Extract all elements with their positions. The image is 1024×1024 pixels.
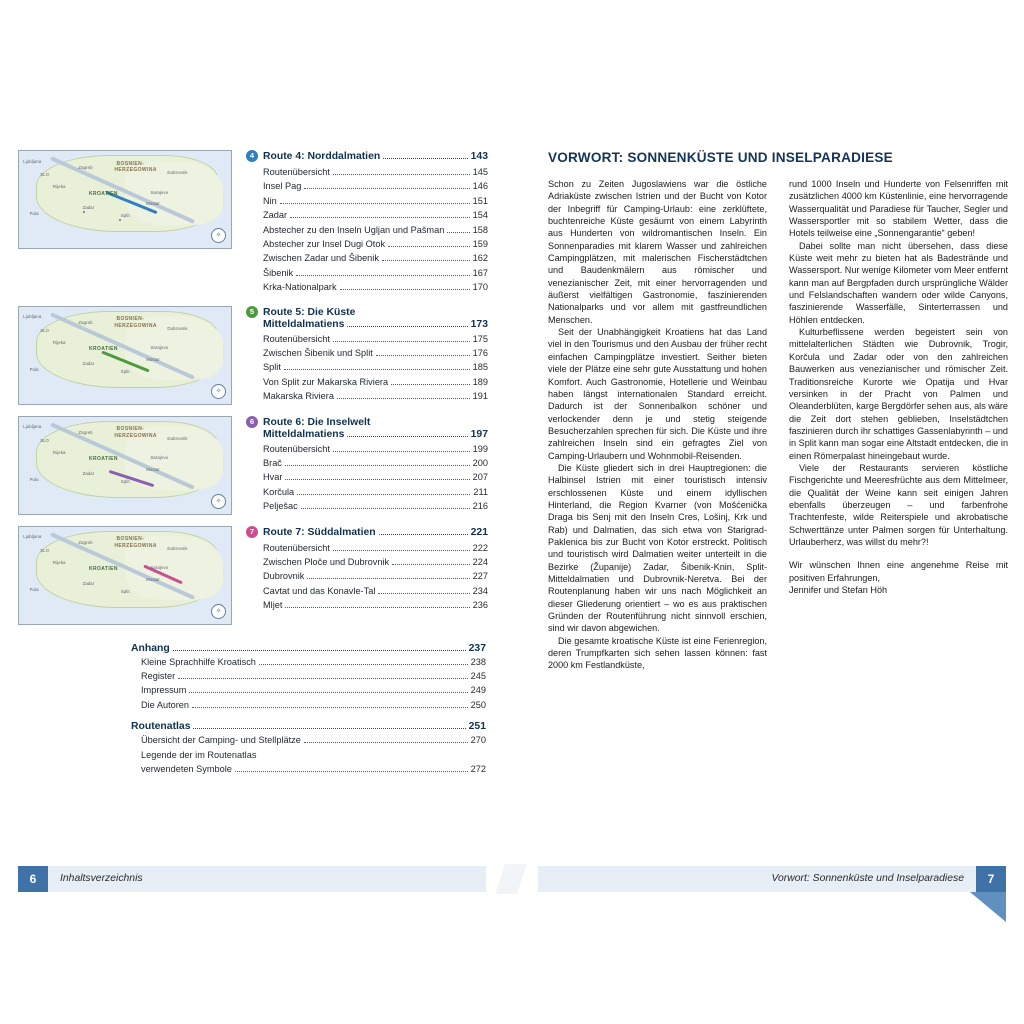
map-label-split: Split	[120, 368, 130, 374]
toc-entry-label: Routenübersicht	[263, 443, 330, 454]
toc-entry[interactable]	[263, 237, 488, 251]
leader-dots	[337, 398, 470, 399]
map-label-sarajevo: Sarajevo	[150, 189, 169, 195]
toc-entry[interactable]	[263, 208, 488, 222]
toc-entry-label: Register	[141, 671, 176, 682]
toc-entries	[246, 306, 488, 405]
toc-entry-page: 145	[472, 167, 488, 177]
toc-entry-page: 189	[472, 376, 488, 387]
running-title-left: Inhaltsverzeichnis	[60, 873, 143, 884]
toc-entry[interactable]	[263, 569, 488, 583]
leader-dots	[285, 465, 470, 466]
chapter-page-number: 221	[470, 526, 488, 538]
leader-dots	[333, 174, 470, 175]
toc-entry-page: 211	[473, 486, 488, 497]
map-label-zadar: Zadar	[82, 205, 95, 211]
toc-entry-page: 249	[470, 685, 486, 696]
toc-entry-label: Makarska Riviera	[263, 391, 334, 402]
map-label-slo: SLO	[40, 437, 50, 443]
map-label-ljubljana: Ljubljana	[23, 534, 42, 540]
toc-entry-label: Korčula	[263, 486, 295, 497]
map-label-country-hr: KROATIEN	[88, 566, 118, 573]
toc-chapter-block	[18, 526, 488, 625]
map-label-rijeka: Rijeka	[52, 449, 66, 455]
leader-dots	[378, 593, 469, 594]
map-label-rijeka: Rijeka	[52, 559, 66, 565]
chapter-title-line2: Mitteldalmatiens	[263, 318, 345, 330]
toc-entry[interactable]	[263, 499, 488, 513]
chapter-page-number: 197	[470, 428, 488, 440]
toc-entry-label: Insel Pag	[263, 181, 302, 192]
map-label-zadar: Zadar	[82, 470, 95, 476]
leader-dots	[333, 341, 470, 342]
map-label-dubrovnik: Dubrovnik	[167, 546, 188, 552]
leader-dots	[333, 550, 470, 551]
toc-entry-label: Abstecher zu den Inseln Ugljan und Pašman	[263, 224, 445, 235]
map-label-zadar: Zadar	[82, 360, 95, 366]
leader-dots	[285, 479, 469, 480]
map-label-zagreb: Zagreb	[78, 320, 93, 326]
map-label-ljubljana: Ljubljana	[23, 314, 42, 320]
map-label-split: Split	[120, 213, 130, 219]
leader-dots	[391, 384, 470, 385]
toc-entry-label: Nin	[263, 195, 277, 206]
toc-entry-page: 154	[472, 210, 488, 221]
toc-entry[interactable]	[263, 165, 488, 179]
toc-entry-label: Šibenik	[263, 267, 294, 278]
toc-entry-label: Mljet	[263, 600, 283, 611]
toc-entry-page: 162	[472, 253, 488, 264]
map-label-slo: SLO	[40, 547, 50, 553]
toc-entry-page: 175	[472, 333, 488, 344]
leader-dots	[307, 578, 469, 579]
toc-entry[interactable]	[263, 485, 488, 499]
map-label-country-bih: BOSNIEN-	[116, 316, 145, 323]
toc-entry-label: Die Autoren	[141, 699, 190, 710]
folio-left: 6	[18, 866, 48, 892]
chapter-title: Route 7: Süddalmatien	[263, 526, 376, 538]
map-label-country-bih: BOSNIEN-	[116, 536, 145, 543]
leader-dots	[284, 369, 470, 370]
toc-entry-label: Pelješac	[263, 501, 298, 512]
paragraph: Viele der Restaurants servieren köstliche Fischgerichte und Meeresfrüchte aus dem Mittelmeer, die Qualität der Weine kann seit einigen Jahren ebenfalls überzeugen – und farbenfrohe Trachtenfeste, wilde Reiterspiele und akrobatische Schwerttänze unter Palmen sorgen für Unterhaltung. Urlauberherz, was willst du mehr?!	[789, 462, 1008, 547]
toc-entry-page: 146	[472, 181, 488, 192]
map-label-country-bih: BOSNIEN-	[116, 426, 145, 433]
gutter-fold	[495, 864, 527, 894]
leader-dots	[379, 534, 468, 535]
map-label-dubrovnik: Dubrovnik	[167, 326, 188, 332]
toc-entry[interactable]	[263, 194, 488, 208]
toc-chapter-block	[18, 150, 488, 295]
map-label-pula: Pula	[29, 211, 39, 217]
toc-entry[interactable]	[263, 456, 488, 470]
toc-entry-label: Zwischen Zadar und Šibenik	[263, 253, 379, 264]
text-column-2	[789, 178, 1008, 672]
map-label-country-bih: BOSNIEN-	[116, 160, 145, 167]
right-page-foreword	[548, 150, 1008, 870]
appendix-page: 237	[468, 642, 486, 654]
toc-entry-label: Krka-Nationalpark	[263, 282, 337, 293]
paragraph: Die gesamte kroatische Küste ist eine Ferienregion, deren Trumpfkarten sich sehen lassen können: fast 2000 km Festlandküste,	[548, 635, 767, 671]
map-label-pula: Pula	[29, 476, 39, 482]
leader-dots	[296, 275, 470, 276]
leader-dots	[178, 678, 467, 679]
toc-entry[interactable]	[263, 389, 488, 403]
toc-entry-page: 170	[472, 282, 488, 293]
map-label-pula: Pula	[29, 586, 39, 592]
leader-dots	[347, 326, 467, 327]
leader-dots	[301, 508, 470, 509]
chapter-number-badge: 7	[246, 526, 258, 538]
toc-entry[interactable]	[263, 346, 488, 360]
map-city-dot	[83, 211, 85, 213]
toc-entry-label-line2: verwendeten Symbole	[141, 764, 232, 775]
toc-entry[interactable]	[263, 541, 488, 555]
toc-entry-label: Zadar	[263, 210, 288, 221]
map-thumbnail-route-6	[18, 416, 232, 515]
chapter-title: Route 4: Norddalmatien	[263, 151, 381, 162]
toc-entry[interactable]	[141, 655, 486, 669]
map-label-ljubljana: Ljubljana	[23, 158, 42, 164]
left-page-toc	[18, 150, 488, 870]
toc-entry-page: 191	[472, 391, 488, 402]
page-title: VORWORT: SONNENKÜSTE UND INSELPARADIESE	[548, 150, 893, 165]
map-label-pula: Pula	[29, 366, 39, 372]
leader-dots	[259, 664, 468, 665]
leader-dots	[447, 232, 469, 233]
leader-dots	[173, 650, 466, 651]
page-corner-decoration	[970, 892, 1006, 922]
paragraph: Schon zu Zeiten Jugoslawiens war die östliche Adriaküste zwischen Istrien und der Bucht von Kotor der Inbegriff für Camping-Urlaub: eine zerklüftete, buchtenreiche Küste gesäumt von einem Labyrinth aus Hunderten von wildromantischen Inseln. Ein Sonnenparadies mit klarem Wasser und zahlreichen Campingplätzen, mit malerischen Fischerstädtchen und Baudenkmälern aus römischer und venezianischer Zeit, mit einer hervorragenden und äußerst vielfältigen Gastronomie, faszinierenden Nationalparks und vor allem mit gastfreundlichen Menschen.	[548, 179, 767, 325]
chapter-number-badge: 4	[246, 150, 258, 162]
chapter-number-badge: 5	[246, 306, 258, 318]
text-column-1	[548, 178, 767, 672]
toc-entry[interactable]	[141, 669, 486, 683]
toc-entry[interactable]	[263, 251, 488, 265]
toc-entry[interactable]	[263, 442, 488, 456]
map-label-dubrovnik: Dubrovnik	[167, 170, 188, 176]
leader-dots	[290, 217, 470, 218]
map-label-mostar: Mostar	[146, 467, 160, 473]
closing-paragraph: Wir wünschen Ihnen eine angenehme Reise mit positiven Erfahrungen,	[789, 560, 1008, 583]
running-title-right: Vorwort: Sonnenküste und Inselparadiese	[771, 873, 964, 884]
leader-dots	[392, 564, 470, 565]
leader-dots	[304, 188, 469, 189]
toc-appendix-section	[131, 643, 486, 777]
toc-entry-page: 270	[470, 735, 486, 746]
toc-chapter-block	[18, 416, 488, 515]
toc-entry-page: 222	[472, 542, 488, 553]
toc-entry-page: 167	[472, 267, 488, 278]
toc-entry-label: Von Split zur Makarska Riviera	[263, 376, 389, 387]
paragraph: rund 1000 Inseln und Hunderte von Felsenriffen mit zusätzlichen 4000 km Küstenlinie, eine hervorragende Wasserqualität und Paradiese für Taucher, Segler und Wassersportler mit so stabilem Wetter, dass die Hotels teilweise eine „Sonnengarantie“ geben!	[789, 179, 1008, 239]
map-label-country-hr: KROATIEN	[88, 456, 118, 463]
toc-entry-label: Cavtat und das Konavle-Tal	[263, 585, 376, 596]
paragraph: Kulturbeflissene werden begeistert sein von mittelalterlichen Städten wie Dubrovnik, Trogir, Korčula und Zadar oder von den zahlreichen Bauwerken aus venezianischer und römischer Zeit. Traditionsreiche Kurorte wie Opatija und Hvar versinken in der Pracht von Palmen und Oleanderblüten, karge Bergdörfer sehen aus, als wäre die Zeit dort stehen geblieben, Inselstädtchen faszinieren durch ihr schattiges Gassenlabyrinth – und in Split kann man sogar eine Altstadt entdecken, die in einen Römerpalast hineingebaut wurde.	[789, 327, 1008, 461]
toc-entry-label: Übersicht der Camping- und Stellplätze	[141, 735, 301, 746]
map-thumbnail-route-5	[18, 306, 232, 405]
map-label-sarajevo: Sarajevo	[150, 455, 169, 461]
toc-entry[interactable]	[263, 360, 488, 374]
toc-entry-label: Hvar	[263, 472, 283, 483]
chapter-title: Route 6: Die Inselwelt	[263, 416, 371, 428]
leader-dots	[383, 158, 467, 159]
toc-entry-label: Kleine Sprachhilfe Kroatisch	[141, 656, 256, 667]
toc-entry-page: 200	[472, 458, 488, 469]
leader-dots	[304, 742, 468, 743]
chapter-title-line2: Mitteldalmatiens	[263, 428, 345, 440]
compass-icon: ✧	[211, 228, 226, 243]
toc-entry-page: 151	[472, 195, 488, 206]
leader-dots	[382, 260, 470, 261]
toc-entry[interactable]	[263, 332, 488, 346]
toc-entry-page: 159	[472, 239, 488, 250]
map-label-split: Split	[120, 588, 130, 594]
toc-chapter-heading[interactable]	[246, 151, 488, 163]
toc-entry[interactable]	[263, 266, 488, 280]
leader-dots	[235, 771, 468, 772]
toc-entry-page: 272	[470, 764, 486, 775]
toc-entry-page: 216	[472, 501, 488, 512]
toc-entry[interactable]	[141, 748, 486, 777]
toc-entry-page: 245	[470, 671, 486, 682]
toc-entry-label: Abstecher zur Insel Dugi Otok	[263, 239, 386, 250]
toc-entry-label: Routenübersicht	[263, 167, 330, 177]
map-label-zagreb: Zagreb	[78, 430, 93, 436]
text-columns	[548, 178, 1008, 672]
chapter-page-number: 173	[470, 318, 488, 330]
toc-entry-label: Legende der im Routenatlas	[141, 749, 257, 760]
toc-entry[interactable]	[263, 280, 488, 294]
chapter-title: Route 5: Die Küste	[263, 306, 356, 318]
toc-entry[interactable]	[141, 683, 486, 697]
toc-entry-label: Impressum	[141, 685, 187, 696]
map-thumbnail-route-4	[18, 150, 232, 249]
toc-entry-label: Zwischen Ploče und Dubrovnik	[263, 557, 390, 568]
map-label-slo: SLO	[40, 172, 50, 178]
paragraph: Seit der Unabhängigkeit Kroatiens hat das Land viel in den Tourismus und den Ausbau der früher recht einfachen Campingplätze investiert. Seither bieten viele der Plätze eine sehr gute Ausstattung und hohen Komfort. Auch Gastronomie, Hotellerie und Weinbau haben längst internationalen Standard erreicht. Dadurch ist der Sonnenbalkon schöner und verlockender denn je und stetig steigende Besucherzahlen sprechen für sich. Die Küste und ihre zahlreichen Inseln sind ein gefragtes Ziel von Camping-Urlaubern und Wohnmobil-Reisenden.	[548, 327, 767, 461]
map-label-country-bih2: HERZEGOWINA	[114, 323, 157, 330]
map-thumbnail-route-7	[18, 526, 232, 625]
toc-entry-page: 250	[470, 699, 486, 710]
toc-entry[interactable]	[263, 223, 488, 237]
map-label-zagreb: Zagreb	[78, 540, 93, 546]
map-label-mostar: Mostar	[146, 201, 160, 207]
map-label-rijeka: Rijeka	[52, 339, 66, 345]
toc-entry[interactable]	[263, 470, 488, 484]
toc-entry-page: 158	[472, 224, 488, 235]
toc-chapter-block	[18, 306, 488, 405]
toc-entry-label: Routenübersicht	[263, 542, 330, 553]
map-label-country-bih2: HERZEGOWINA	[114, 543, 157, 550]
map-label-country-hr: KROATIEN	[88, 346, 118, 353]
toc-entry-label: Zwischen Šibenik und Split	[263, 348, 373, 359]
leader-dots	[333, 451, 470, 452]
toc-entry-page: 199	[472, 443, 488, 454]
toc-chapter-heading[interactable]	[246, 307, 488, 330]
map-label-dubrovnik: Dubrovnik	[167, 436, 188, 442]
leader-dots	[189, 692, 467, 693]
toc-entries	[246, 150, 488, 295]
page-footer	[0, 866, 1024, 906]
signature: Jennifer und Stefan Höh	[789, 585, 888, 595]
toc-entry[interactable]	[263, 555, 488, 569]
paragraph: Dabei sollte man nicht übersehen, dass diese Küste weit mehr zu bieten hat als Badestrände und Wassersport. Nur wenige Kilometer vom Meer entfernt kann man auf Bergpfaden durch ursprüngliche Wälder und Felslandschaften wandern oder wilde Canyons, faszinierende Wasserfälle, Sinterterrassen und Höhlen entdecken.	[789, 240, 1009, 325]
toc-entry[interactable]	[141, 733, 486, 747]
map-label-zagreb: Zagreb	[78, 164, 93, 170]
leader-dots	[297, 494, 470, 495]
map-label-split: Split	[120, 478, 130, 484]
leader-dots	[280, 203, 470, 204]
map-label-mostar: Mostar	[146, 357, 160, 363]
atlas-title: Routenatlas	[131, 721, 191, 733]
leader-dots	[192, 707, 468, 708]
map-label-country-bih2: HERZEGOWINA	[114, 433, 157, 440]
map-city-dot	[119, 219, 121, 221]
map-label-zadar: Zadar	[82, 580, 95, 586]
toc-entry-page: 185	[472, 362, 488, 373]
map-label-rijeka: Rijeka	[52, 183, 66, 189]
toc-entries	[246, 416, 488, 515]
compass-icon: ✧	[211, 494, 226, 509]
appendix-heading[interactable]	[131, 643, 486, 654]
map-label-slo: SLO	[40, 327, 50, 333]
folio-right: 7	[976, 866, 1006, 892]
map-label-country-hr: KROATIEN	[88, 190, 118, 197]
toc-entry-page: 236	[472, 600, 488, 611]
spacer	[131, 712, 486, 721]
chapter-page-number: 143	[470, 151, 488, 162]
map-label-mostar: Mostar	[146, 577, 160, 583]
leader-dots	[340, 289, 470, 290]
atlas-page: 251	[468, 721, 486, 733]
leader-dots	[193, 728, 465, 729]
compass-icon: ✧	[211, 384, 226, 399]
toc-entry-page: 234	[472, 585, 488, 596]
toc-entries	[246, 526, 488, 625]
toc-entry-label: Dubrovnik	[263, 571, 305, 582]
toc-entry[interactable]	[263, 375, 488, 389]
paragraph: Die Küste gliedert sich in drei Hauptregionen: die Halbinsel Istrien mit einer touristisch intensiv erschlossenen Küste und einem idyllischen Hinterland, die Region Kvarner (von Mošćenička Draga bis Senj mit den Inseln Cres, Lošinj, Krk und Rab) und Dalmatien, das sich etwa von Starigrad-Paklenica bis zur Bucht von Kotor erstreckt. Politisch und touristisch wird Dalmatien weiter unterteilt in die Bezirke (Županije) Zadar, Šibenik-Knin, Split-Mitteldalmatien und Dubrovnik-Neretva. Bei der Routenplanung haben wir uns nach Möglichkeit an dieser Gliederung orientiert – wo es aus praktischen Gründen der Routenführung nicht sinnvoll erschien, sind wir davon abgewichen.	[548, 462, 767, 634]
toc-entry[interactable]	[263, 598, 488, 612]
toc-entry[interactable]	[263, 179, 488, 193]
toc-entry-label: Brač	[263, 458, 282, 469]
map-label-country-bih2: HERZEGOWINA	[114, 167, 157, 174]
toc-entry-page: 227	[472, 571, 488, 582]
map-label-sarajevo: Sarajevo	[150, 565, 169, 571]
map-label-ljubljana: Ljubljana	[23, 424, 42, 430]
compass-icon: ✧	[211, 604, 226, 619]
leader-dots	[376, 355, 470, 356]
toc-chapter-heading[interactable]	[246, 527, 488, 539]
appendix-title: Anhang	[131, 642, 170, 654]
toc-entry-page: 176	[472, 348, 488, 359]
toc-entry[interactable]	[263, 584, 488, 598]
toc-entry-label: Split	[263, 362, 281, 373]
leader-dots	[388, 246, 470, 247]
map-label-sarajevo: Sarajevo	[150, 345, 169, 351]
leader-dots	[347, 436, 467, 437]
toc-entry-page: 238	[470, 656, 486, 667]
toc-entry[interactable]	[141, 698, 486, 712]
toc-chapter-heading[interactable]	[246, 417, 488, 440]
toc-entry-page: 224	[472, 557, 488, 568]
atlas-heading[interactable]	[131, 721, 486, 732]
toc-entry-page: 207	[472, 472, 488, 483]
chapter-number-badge: 6	[246, 416, 258, 428]
toc-entry-label: Routenübersicht	[263, 333, 330, 344]
leader-dots	[285, 607, 469, 608]
